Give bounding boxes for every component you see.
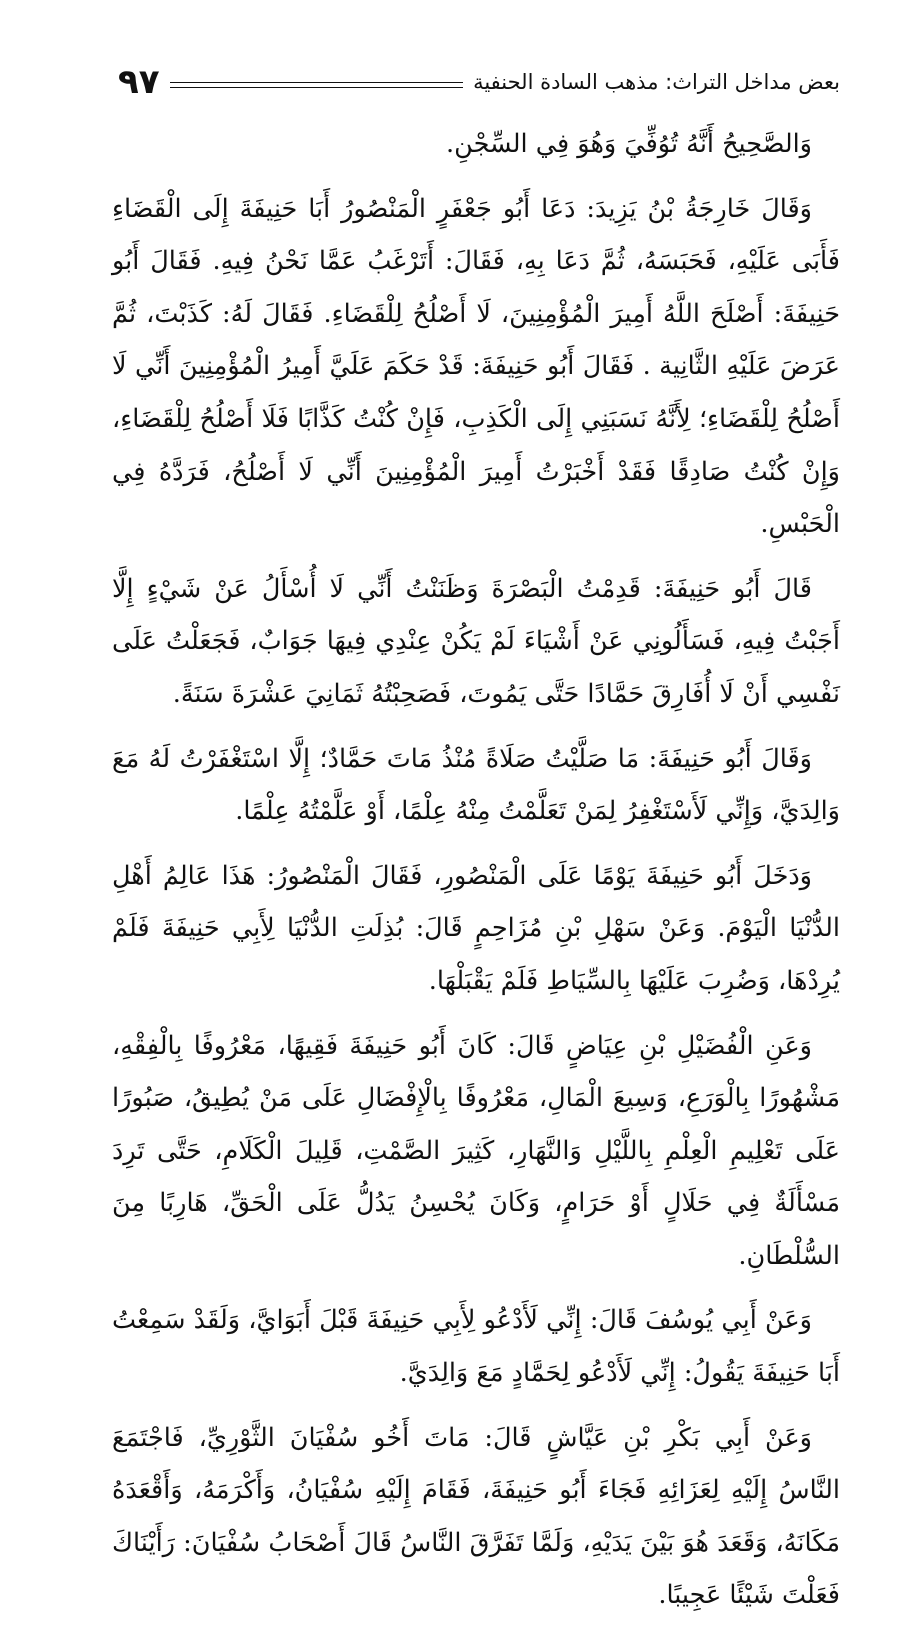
running-header [118, 62, 840, 102]
paragraph: وَدَخَلَ أَبُو حَنِيفَةَ يَوْمًا عَلَى الْمَنْصُورِ، فَقَالَ الْمَنْصُورُ: هَذَا عَالِمُ أَهْلِ الدُّنْيَا الْيَوْمَ. وَعَنْ سَهْلِ بْنِ مُزَاحِمٍ قَالَ: بُذِلَتِ الدُّنْيَا لِأَبِي حَنِيفَةَ فَلَمْ يُرِدْهَا، وَضُرِبَ عَلَيْهَا بِالسِّيَاطِ فَلَمْ يَقْبَلْهَا. [112, 860, 840, 996]
body-text [112, 118, 840, 1634]
paragraph: وَعَنْ أَبِي يُوسُفَ قَالَ: إِنِّي لَأَدْعُو لِأَبِي حَنِيفَةَ قَبْلَ أَبَوَايَّ، وَلَقَدْ سَمِعْتُ أَبَا حَنِيفَةَ يَقُولُ: إِنِّي لَأَدْعُو لِحَمَّادٍ مَعَ وَالِدَيَّ. [112, 1305, 840, 1389]
paragraph: وَعَنْ أَبِي بَكْرِ بْنِ عَيَّاشٍ قَالَ: مَاتَ أَخُو سُفْيَانَ الثَّوْرِيِّ، فَاجْتَمَعَ النَّاسُ إِلَيْهِ لِعَزَائِهِ فَجَاءَ أَبُو حَنِيفَةَ، فَقَامَ إِلَيْهِ سُفْيَانُ، وَأَكْرَمَهُ، وَأَقْعَدَهُ مَكَانَهُ، وَقَعَدَ هُوَ بَيْنَ يَدَيْهِ، وَلَمَّا تَفَرَّقَ النَّاسُ قَالَ أَصْحَابُ سُفْيَانَ: رَأَيْنَاكَ فَعَلْتَ شَيْئًا عَجِيبًا. [112, 1422, 841, 1611]
paragraph: وَقَالَ أَبُو حَنِيفَةَ: مَا صَلَّيْتُ صَلَاةً مُنْذُ مَاتَ حَمَّادٌ؛ إِلَّا اسْتَغْفَرْتُ لَهُ مَعَ وَالِدَيَّ، وَإِنِّي لَأَسْتَغْفِرُ لِمَنْ تَعَلَّمْتُ مِنْهُ عِلْمًا، أَوْ عَلَّمْتُهُ عِلْمًا. [112, 743, 840, 827]
running-header-title: بعض مداخل التراث: مذهب السادة الحنفية [473, 70, 840, 94]
header-rule [170, 82, 464, 88]
paragraph: وَقَالَ خَارِجَةُ بْنُ يَزِيدَ: دَعَا أَبُو جَعْفَرٍ الْمَنْصُورُ أَبَا حَنِيفَةَ إِلَى الْقَضَاءِ فَأَبَى عَلَيْهِ، فَحَبَسَهُ، ثُمَّ دَعَا بِهِ، فَقَالَ: أَتَرْغَبُ عَمَّا نَحْنُ فِيهِ. فَقَالَ أَبُو حَنِيفَةَ: أَصْلَحَ اللَّهُ أَمِيرَ الْمُؤْمِنِينَ، لَا أَصْلُحُ لِلْقَضَاءِ. فَقَالَ لَهُ: كَذَبْتَ، ثُمَّ عَرَضَ عَلَيْهِ الثَّانِية . فَقَالَ أَبُو حَنِيفَةَ: قَدْ حَكَمَ عَلَيَّ أَمِيرُ الْمُؤْمِنِينَ أَنِّي لَا أَصْلُحُ لِلْقَضَاءِ؛ لِأَنَّهُ نَسَبَنِي إِلَى الْكَذِبِ، فَإِنْ كُنْتُ كَذَّابًا فَلَا أَصْلُحُ لِلْقَضَاءِ، وَإِنْ كُنْتُ صَادِقًا فَقَدْ أَخْبَرْتُ أَمِيرَ الْمُؤْمِنِينَ أَنِّي لَا أَصْلُحُ، فَرَدَّهُ فِي الْحَبْسِ. [112, 193, 840, 540]
paragraph: قَالَ أَبُو حَنِيفَةَ: قَدِمْتُ الْبَصْرَةَ وَظَنَنْتُ أَنِّي لَا أُسْأَلُ عَنْ شَيْءٍ إِلَّا أَجَبْتُ فِيهِ، فَسَأَلُونِي عَنْ أَشْيَاءَ لَمْ يَكُنْ عِنْدِي فِيهَا جَوَابٌ، فَجَعَلْتُ عَلَى نَفْسِي أَنْ لَا أُفَارِقَ حَمَّادًا حَتَّى يَمُوتَ، فَصَحِبْتُهُ ثَمَانِيَ عَشْرَةَ سَنَةً. [112, 573, 840, 709]
page-number: ٩٧ [118, 62, 160, 102]
paragraph: وَعَنِ الْفُضَيْلِ بْنِ عِيَاضٍ قَالَ: كَانَ أَبُو حَنِيفَةَ فَقِيهًا، مَعْرُوفًا بِالْفِقْهِ، مَشْهُورًا بِالْوَرَعِ، وَسِيعَ الْمَالِ، مَعْرُوفًا بِالْإِفْضَالِ عَلَى مَنْ يُطِيقُ، صَبُورًا عَلَى تَعْلِيمِ الْعِلْمِ بِاللَّيْلِ وَالنَّهَارِ، كَثِيرَ الصَّمْتِ، قَلِيلَ الْكَلَامِ، حَتَّى تَرِدَ مَسْأَلَةٌ فِي حَلَالٍ أَوْ حَرَامٍ، وَكَانَ يُحْسِنُ يَدُلُّ عَلَى الْحَقِّ، هَارِبًا مِنَ السُّلْطَانِ. [112, 1030, 840, 1271]
paragraph: وَالصَّحِيحُ أَنَّهُ تُوُفِّيَ وَهُوَ فِي السِّجْنِ. [446, 129, 812, 159]
